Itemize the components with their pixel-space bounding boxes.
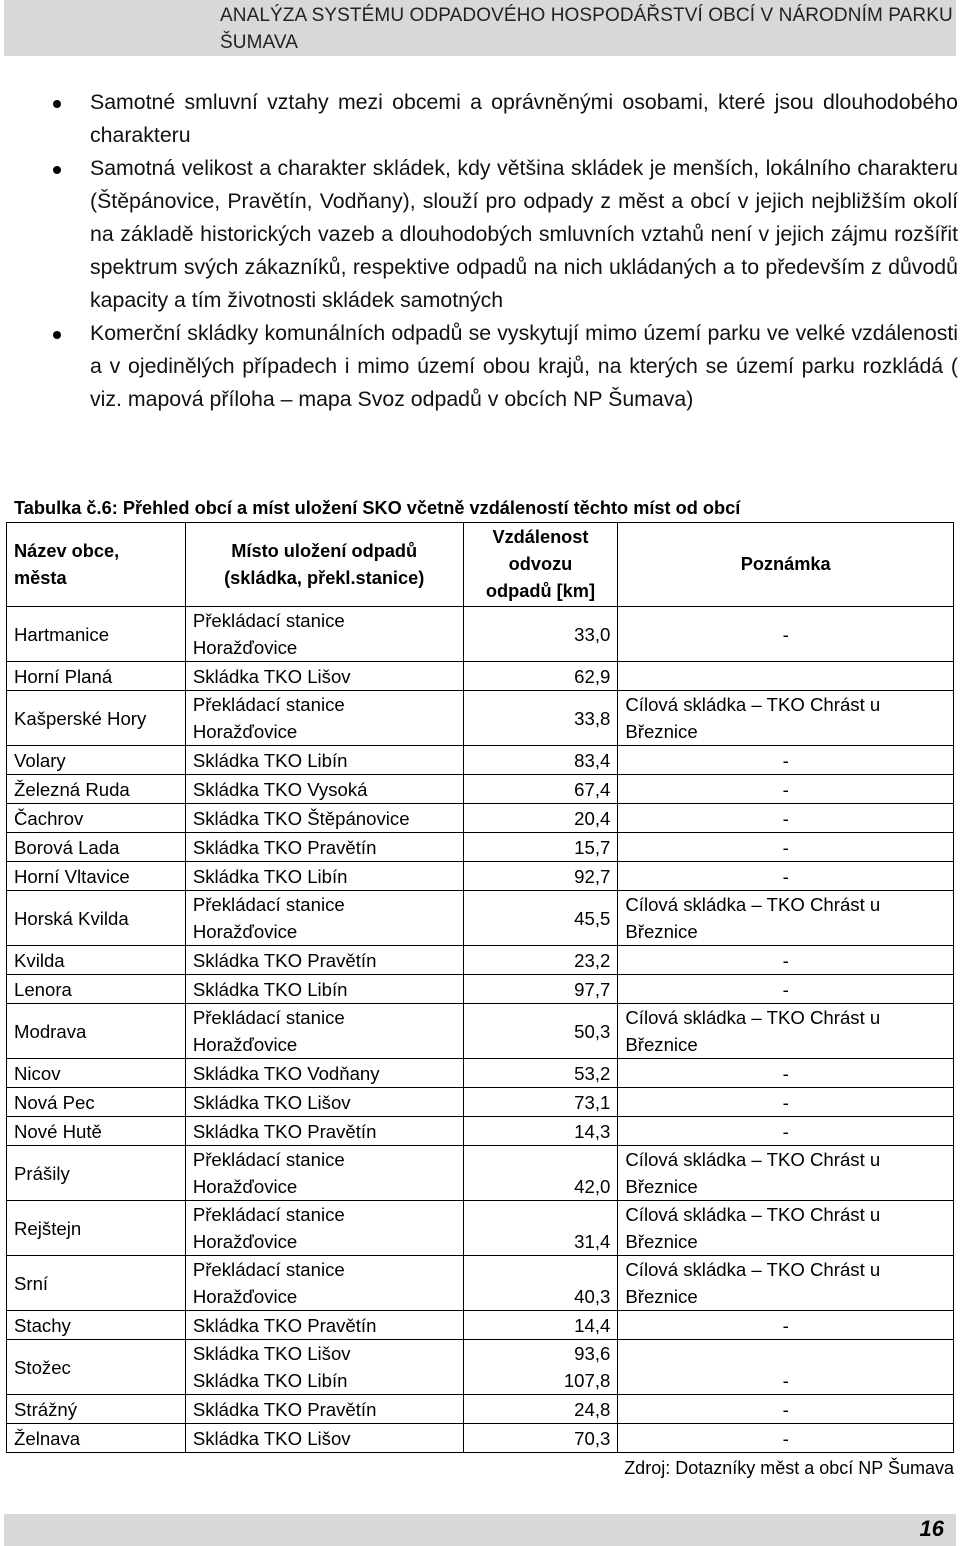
cell-place: Skládka TKO Pravětín [185,946,463,975]
cell-place: Překládací stanice Horažďovice [185,691,463,746]
cell-place: Skládka TKO Libín [185,746,463,775]
table-row [7,833,954,862]
disposal-table [6,522,954,1453]
cell-distance: 42,0 [463,1146,618,1201]
cell-name: Horní Planá [7,662,186,691]
bullet-item: Samotná velikost a charakter skládek, kdy většina skládek je menších, lokálního charakteru (Štěpánovice, Pravětín, Vodňany), slouží pro odpady z měst a obcí v jejich nejbližším okolí na základě historických vazeb a dlouhodobých smluvních vztahů není v jejich zájmu rozšířit spektrum svých zákazníků, respektive odpadů na nich ukládaných a to především z důvodů kapacity a tím životnosti skládek samotných [38,152,958,317]
cell-note: Cílová skládka – TKO Chrást u Březnice [618,691,954,746]
cell-note: - [618,1117,954,1146]
cell-note: Cílová skládka – TKO Chrást u Březnice [618,1146,954,1201]
cell-note: - [618,1395,954,1424]
cell-place: Překládací stanice Horažďovice [185,1256,463,1311]
cell-distance: 23,2 [463,946,618,975]
table-row [7,975,954,1004]
table-row [7,891,954,946]
cell-place: Překládací stanice Horažďovice [185,607,463,662]
cell-place: Skládka TKO Pravětín [185,833,463,862]
cell-note: - [618,775,954,804]
table-row [7,1424,954,1453]
cell-note: Cílová skládka – TKO Chrást u Březnice [618,891,954,946]
cell-name: Nové Hutě [7,1117,186,1146]
cell-place: Skládka TKO Lišov [185,662,463,691]
table-row [7,862,954,891]
cell-note: - [618,975,954,1004]
cell-place: Skládka TKO Pravětín [185,1311,463,1340]
cell-place: Skládka TKO Lišov Skládka TKO Libín [185,1340,463,1395]
page-footer [4,1514,956,1546]
table-row [7,775,954,804]
cell-note: Cílová skládka – TKO Chrást u Březnice [618,1004,954,1059]
table-row [7,691,954,746]
cell-distance: 14,4 [463,1311,618,1340]
cell-name: Horní Vltavice [7,862,186,891]
cell-distance: 93,6 107,8 [463,1340,618,1395]
cell-name: Kašperské Hory [7,691,186,746]
table-row [7,1004,954,1059]
table-row [7,1256,954,1311]
cell-note: - [618,1059,954,1088]
cell-distance: 70,3 [463,1424,618,1453]
cell-distance: 73,1 [463,1088,618,1117]
cell-place: Skládka TKO Lišov [185,1424,463,1453]
cell-name: Rejštejn [7,1201,186,1256]
cell-distance: 50,3 [463,1004,618,1059]
cell-name: Stožec [7,1340,186,1395]
cell-name: Stachy [7,1311,186,1340]
cell-note: - [618,804,954,833]
bullet-dot-icon [53,331,61,339]
bullet-item: Komerční skládky komunálních odpadů se vyskytují mimo území parku ve velké vzdálenosti a v ojedinělých případech i mimo území obou krajů, na kterých se území parku rozkládá ( viz. mapová příloha – mapa Svoz odpadů v obcích NP Šumava) [38,317,958,416]
table-row [7,1146,954,1201]
cell-note: - [618,946,954,975]
cell-name: Strážný [7,1395,186,1424]
table-row [7,746,954,775]
cell-distance: 14,3 [463,1117,618,1146]
cell-place: Skládka TKO Lišov [185,1088,463,1117]
header-name: Název obce, města [7,523,186,607]
table-header-row [7,523,954,607]
table-caption: Tabulka č.6: Přehled obcí a míst uložení SKO včetně vzdáleností těchto míst od obcí [14,498,741,518]
cell-note: - [618,746,954,775]
cell-note: - [618,833,954,862]
page-number: 16 [919,1516,944,1541]
cell-distance: 33,8 [463,691,618,746]
cell-distance: 53,2 [463,1059,618,1088]
table-row [7,946,954,975]
cell-note: - [618,1424,954,1453]
cell-distance: 24,8 [463,1395,618,1424]
cell-name: Prášily [7,1146,186,1201]
cell-name: Želnava [7,1424,186,1453]
cell-name: Železná Ruda [7,775,186,804]
cell-name: Horská Kvilda [7,891,186,946]
cell-distance: 83,4 [463,746,618,775]
cell-distance: 67,4 [463,775,618,804]
table-row [7,607,954,662]
header-note: Poznámka [618,523,954,607]
table-row [7,1088,954,1117]
table-row [7,1059,954,1088]
cell-note: - [618,862,954,891]
table-row [7,1201,954,1256]
cell-place: Skládka TKO Libín [185,862,463,891]
cell-distance: 20,4 [463,804,618,833]
header-place: Místo uložení odpadů (skládka, překl.stanice) [185,523,463,607]
cell-name: Nicov [7,1059,186,1088]
table-row [7,804,954,833]
cell-distance: 97,7 [463,975,618,1004]
cell-place: Překládací stanice Horažďovice [185,1004,463,1059]
cell-name: Srní [7,1256,186,1311]
cell-distance: 15,7 [463,833,618,862]
cell-place: Překládací stanice Horažďovice [185,1146,463,1201]
table-row [7,1340,954,1395]
cell-distance: 31,4 [463,1201,618,1256]
cell-note: - [618,1311,954,1340]
table-row [7,1311,954,1340]
cell-note: - [618,1340,954,1395]
bullet-dot-icon [53,166,61,174]
cell-place: Překládací stanice Horažďovice [185,891,463,946]
table-row [7,662,954,691]
cell-distance: 33,0 [463,607,618,662]
cell-note: - [618,607,954,662]
cell-note: Cílová skládka – TKO Chrást u Březnice [618,1201,954,1256]
cell-place: Skládka TKO Pravětín [185,1395,463,1424]
cell-place: Překládací stanice Horažďovice [185,1201,463,1256]
cell-name: Nová Pec [7,1088,186,1117]
cell-name: Volary [7,746,186,775]
cell-name: Kvilda [7,946,186,975]
cell-distance: 45,5 [463,891,618,946]
cell-name: Borová Lada [7,833,186,862]
cell-distance: 62,9 [463,662,618,691]
table-row [7,1395,954,1424]
page-header [4,0,956,56]
table-row [7,1117,954,1146]
cell-distance: 92,7 [463,862,618,891]
table-source: Zdroj: Dotazníky měst a obcí NP Šumava [624,1458,954,1478]
header-distance: Vzdálenost odvozu odpadů [km] [463,523,618,607]
bullet-item: Samotné smluvní vztahy mezi obcemi a oprávněnými osobami, které jsou dlouhodobého charakteru [38,86,958,152]
cell-place: Skládka TKO Libín [185,975,463,1004]
bullet-list [38,86,958,416]
header-title: ANALÝZA SYSTÉMU ODPADOVÉHO HOSPODÁŘSTVÍ OBCÍ V NÁRODNÍM PARKU ŠUMAVA [220,5,953,53]
cell-place: Skládka TKO Vysoká [185,775,463,804]
cell-note: - [618,1088,954,1117]
cell-name: Lenora [7,975,186,1004]
cell-name: Hartmanice [7,607,186,662]
cell-place: Skládka TKO Štěpánovice [185,804,463,833]
cell-distance: 40,3 [463,1256,618,1311]
cell-note: Cílová skládka – TKO Chrást u Březnice [618,1256,954,1311]
cell-place: Skládka TKO Pravětín [185,1117,463,1146]
cell-name: Modrava [7,1004,186,1059]
cell-name: Čachrov [7,804,186,833]
bullet-dot-icon [53,100,61,108]
cell-note [618,662,954,691]
cell-place: Skládka TKO Vodňany [185,1059,463,1088]
